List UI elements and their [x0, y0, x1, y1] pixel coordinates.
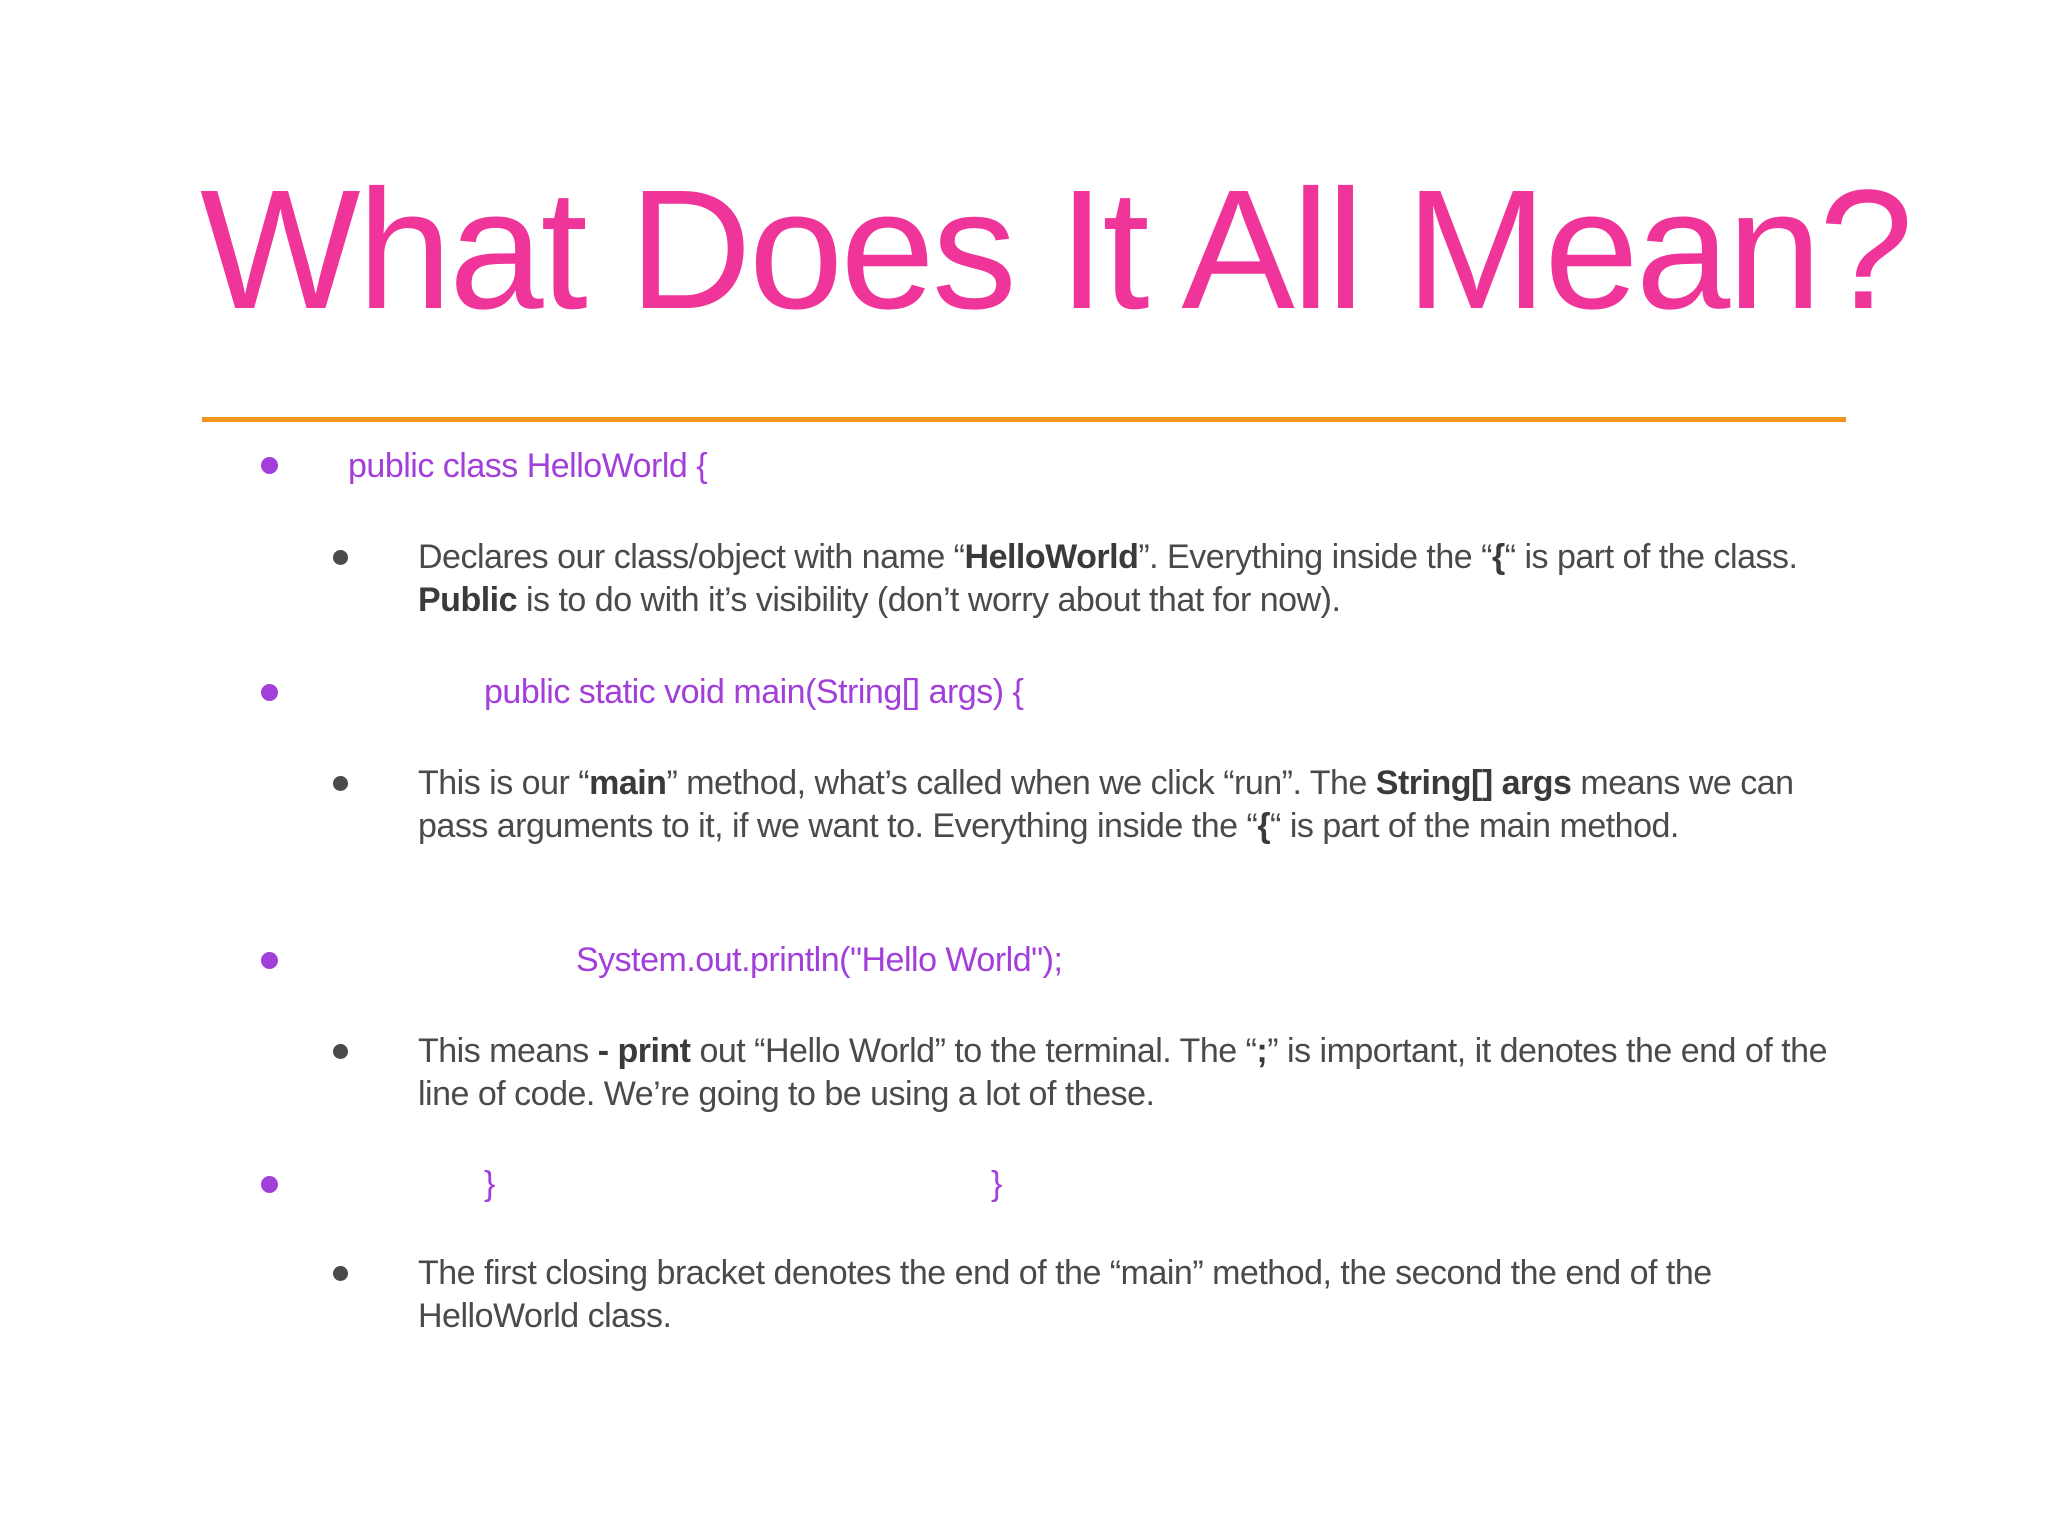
code-bullet-icon — [261, 952, 278, 969]
code-line-main-method: public static void main(String[] args) { — [484, 673, 1024, 711]
code-bullet-icon — [261, 684, 278, 701]
code-line-closing-bracket-class: } — [991, 1165, 1002, 1203]
description-closing-brackets: The first closing bracket denotes the end of the “main” method, the second the end of the HelloWorld class. — [418, 1254, 1712, 1335]
code-line-class-declaration: public class HelloWorld { — [348, 447, 708, 485]
code-line-closing-bracket-main: } — [484, 1165, 495, 1203]
desc-bullet-icon — [333, 550, 348, 565]
desc-bullet-icon — [333, 1266, 348, 1281]
desc-bullet-icon — [333, 1044, 348, 1059]
desc-bullet-icon — [333, 776, 348, 791]
description-main-method: This is our “main” method, what’s called when we click “run”. The String[] args means we can pass arguments to it, if we want to. Everything inside the “{“ is part of the main method. — [418, 764, 1794, 845]
code-line-println: System.out.println("Hello World"); — [576, 941, 1063, 979]
slide-title: What Does It All Mean? — [200, 155, 1911, 345]
code-bullet-icon — [261, 1176, 278, 1193]
description-class-declaration: Declares our class/object with name “HelloWorld”. Everything inside the “{“ is part of the class. Public is to do with it’s visibility (don’t worry about that for now). — [418, 538, 1798, 619]
title-divider — [202, 417, 1846, 422]
code-bullet-icon — [261, 457, 278, 474]
description-println: This means - print out “Hello World” to the terminal. The “;” is important, it denotes the end of the line of code. We’re going to be using a lot of these. — [418, 1032, 1827, 1113]
